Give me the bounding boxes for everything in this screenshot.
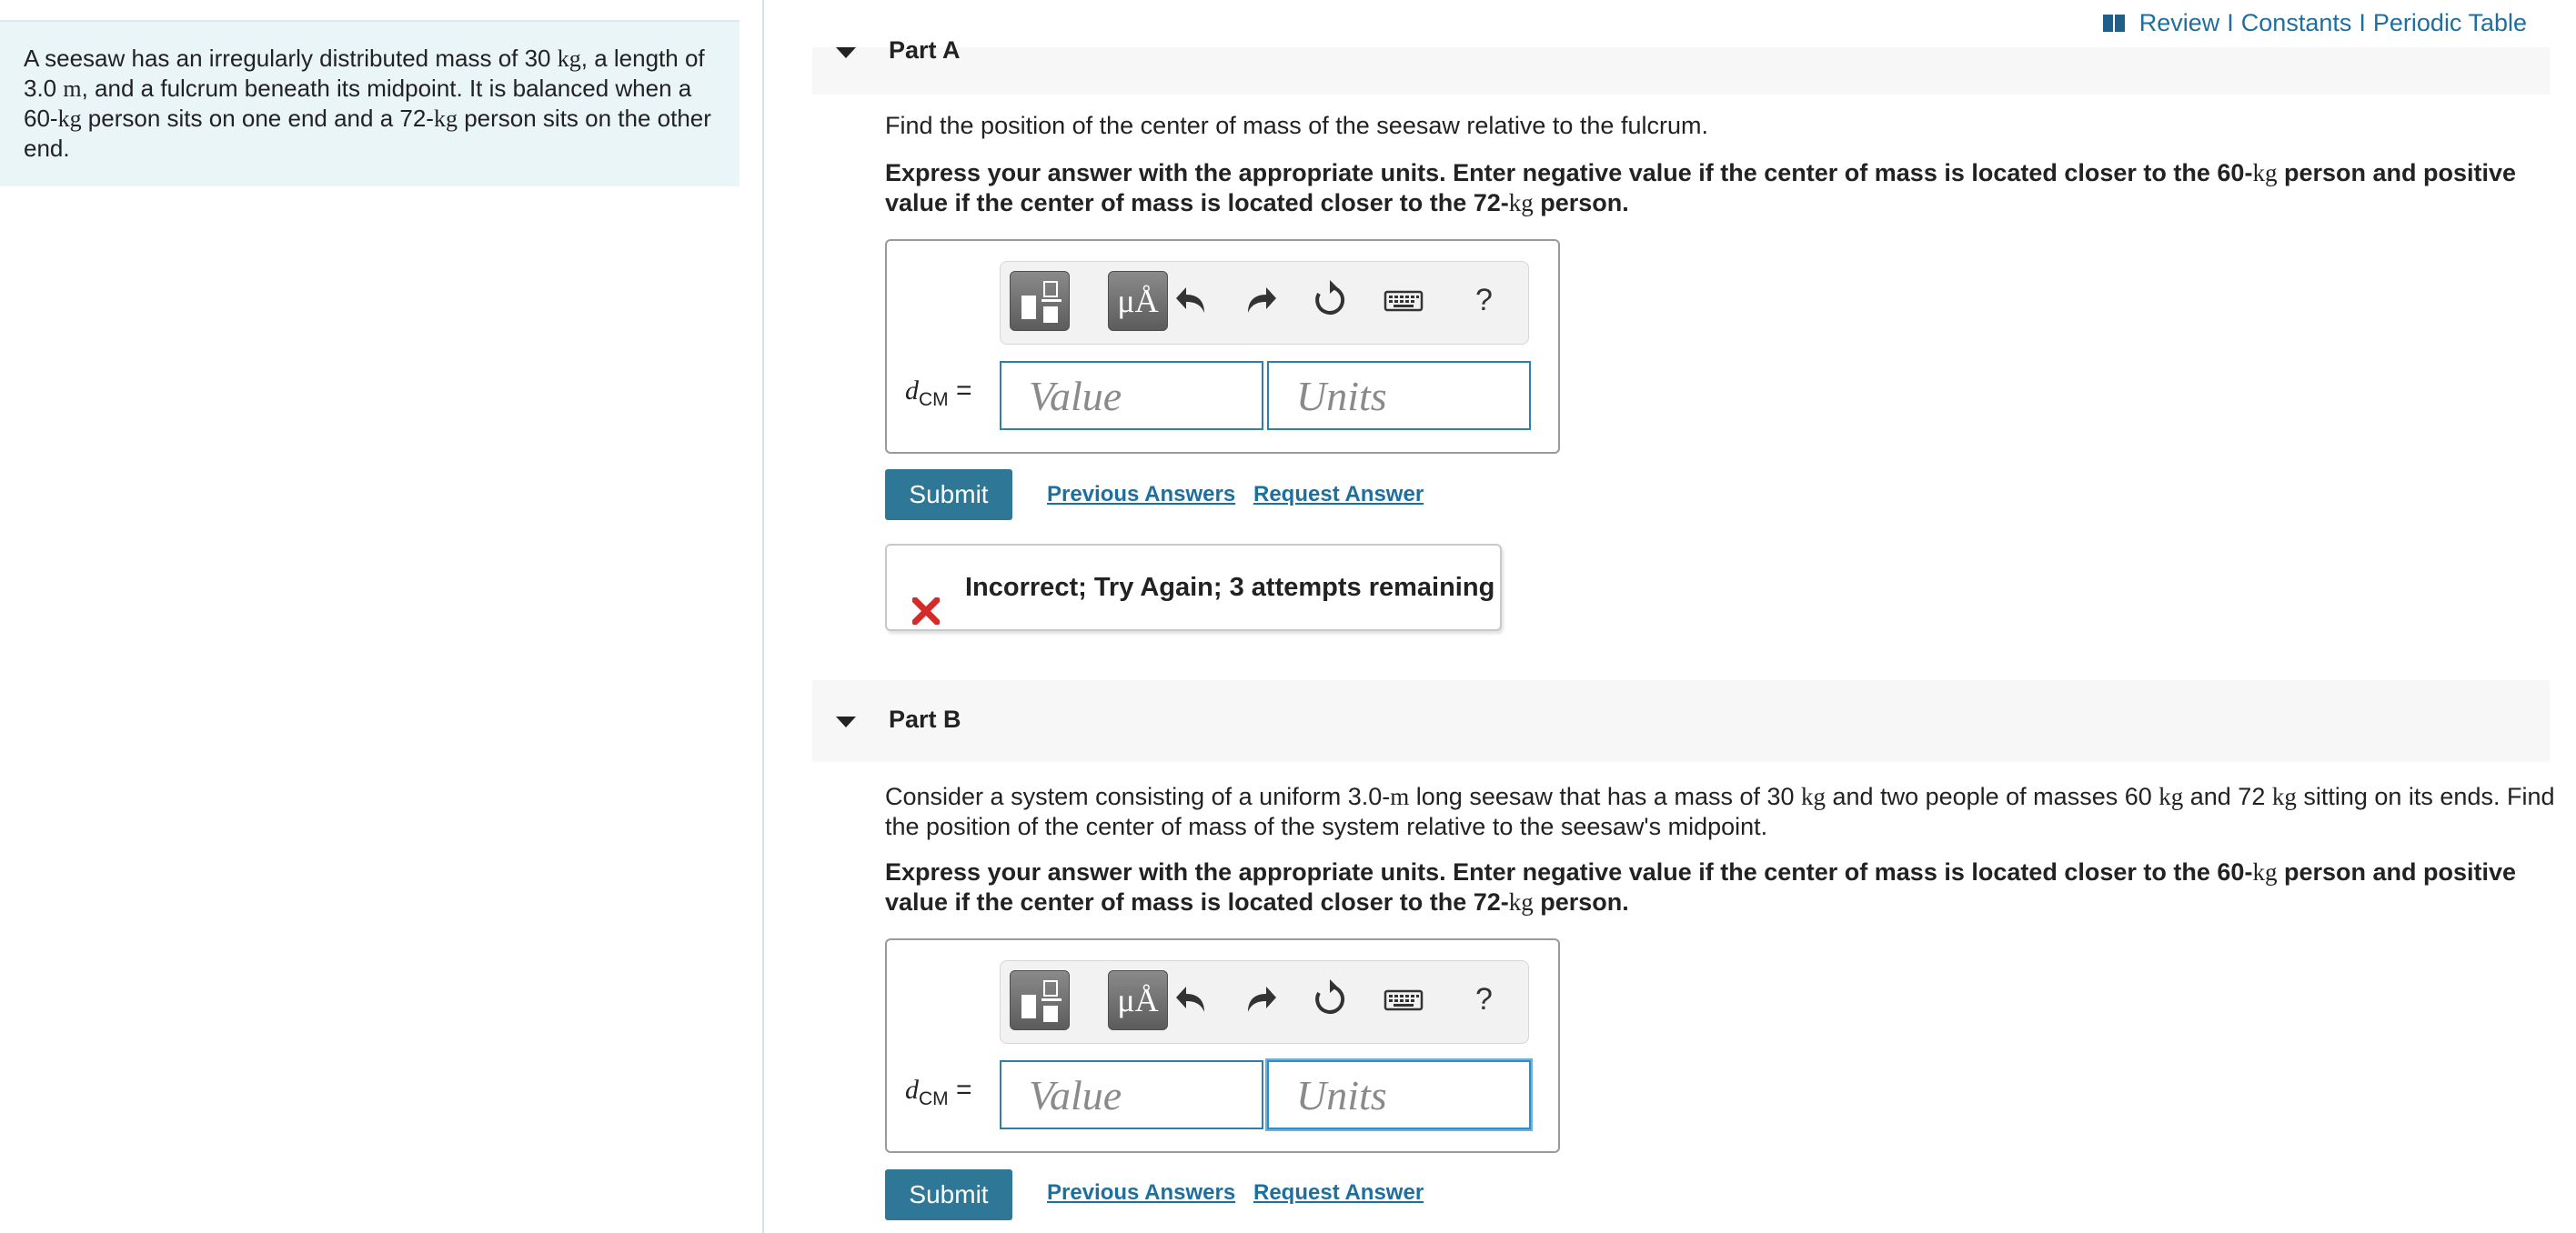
unit-symbol: m [63, 75, 82, 102]
text-segment: sitting on its ends. Find the position of the center of mass of the system relative to the seesaw's midpoint. [885, 783, 2555, 840]
templates-icon-part [1043, 306, 1058, 323]
link-separator: I [2359, 9, 2366, 36]
text-segment: and two people of masses 60 [1826, 783, 2159, 810]
text-segment: person and positive value if the center of mass is located closer to the 72- [885, 159, 2517, 216]
request-answer-link[interactable]: Request Answer [1253, 1180, 1424, 1205]
part-a-question: Find the position of the center of mass of the seesaw relative to the fulcrum. [885, 112, 1708, 139]
part-a-title: Part A [889, 36, 961, 64]
text-segment: Consider a system consisting of a uniform 3.0- [885, 783, 1391, 810]
unit-symbol: m [1390, 783, 1410, 810]
panel-divider [762, 0, 764, 1233]
unit-symbol: kg [433, 105, 458, 132]
units-input[interactable] [1267, 1060, 1531, 1129]
templates-button[interactable] [1010, 271, 1070, 331]
text-segment: person sits on one end and a 72- [81, 105, 434, 132]
problem-statement [0, 20, 740, 186]
part-b-title: Part B [889, 706, 961, 733]
unit-symbol: kg [57, 105, 82, 132]
templates-icon-part [1043, 281, 1058, 297]
math-toolbar [1000, 960, 1529, 1044]
collapse-caret-icon[interactable] [836, 47, 856, 58]
variable-label [905, 1075, 972, 1110]
review-link[interactable]: Review [2138, 9, 2220, 36]
submit-button[interactable]: Submit [885, 1169, 1012, 1220]
resource-links [2103, 9, 2527, 37]
link-separator: I [2227, 9, 2234, 36]
problem-text [24, 45, 711, 162]
math-toolbar [1000, 261, 1529, 345]
text-segment: Express your answer with the appropriate units. Enter negative value if the center of mass is located closer to the 60- [885, 159, 2253, 186]
reset-icon[interactable] [1312, 276, 1348, 324]
templates-icon-part [1043, 980, 1058, 997]
units-input[interactable] [1267, 361, 1531, 430]
symbols-button[interactable]: μÅ [1108, 970, 1168, 1030]
text-segment: , and a fulcrum beneath its midpoint. It is balanced when a 60- [24, 75, 692, 132]
templates-icon-part [1043, 1006, 1058, 1022]
unit-symbol: kg [557, 45, 581, 72]
value-input[interactable] [1000, 361, 1263, 430]
previous-answers-link[interactable]: Previous Answers [1047, 1180, 1236, 1205]
text-segment: person. [1533, 189, 1629, 216]
text-segment: long seesaw that has a mass of 30 [1409, 783, 1802, 810]
undo-icon[interactable] [1173, 276, 1210, 324]
request-answer-link[interactable]: Request Answer [1253, 482, 1424, 506]
value-input[interactable] [1000, 1060, 1263, 1129]
text-segment: , a length of 3.0 [24, 45, 705, 102]
book-icon [2103, 15, 2125, 32]
submit-button[interactable]: Submit [885, 469, 1012, 520]
templates-icon [1021, 995, 1036, 1018]
variable-symbol: d [905, 1075, 919, 1105]
reset-icon[interactable] [1312, 976, 1348, 1023]
part-a-instruction [885, 158, 2559, 218]
redo-icon[interactable] [1243, 976, 1279, 1023]
text-segment: person and positive value if the center of mass is located closer to the 72- [885, 858, 2517, 916]
unit-symbol: kg [2252, 858, 2278, 886]
templates-icon-part [1041, 998, 1062, 1001]
variable-subscript: CM [919, 389, 949, 410]
variable-subscript: CM [919, 1088, 949, 1109]
help-icon[interactable]: ? [1475, 982, 1493, 1017]
unit-symbol: kg [1801, 783, 1826, 810]
templates-icon [1021, 296, 1036, 319]
templates-icon-part [1041, 299, 1062, 302]
part-b-question [885, 782, 2559, 842]
symbols-button[interactable]: μÅ [1108, 271, 1168, 331]
unit-symbol: kg [1508, 189, 1534, 216]
part-b-answer-box [885, 938, 1560, 1153]
templates-button[interactable] [1010, 970, 1070, 1030]
unit-symbol: kg [2271, 783, 2297, 810]
part-b-header[interactable] [812, 680, 2550, 762]
unit-symbol: kg [2158, 783, 2184, 810]
undo-icon[interactable] [1173, 976, 1210, 1023]
text-segment: person. [1533, 888, 1629, 916]
feedback-message [885, 544, 1502, 631]
equals-sign: = [956, 376, 972, 406]
keyboard-icon[interactable] [1383, 276, 1424, 324]
help-icon[interactable]: ? [1475, 283, 1493, 317]
redo-icon[interactable] [1243, 276, 1279, 324]
equals-sign: = [956, 1075, 972, 1105]
collapse-caret-icon[interactable] [836, 717, 856, 727]
constants-link[interactable]: Constants [2240, 9, 2352, 36]
keyboard-icon[interactable] [1383, 976, 1424, 1023]
part-a-header[interactable] [812, 36, 2550, 95]
text-segment: A seesaw has an irregularly distributed mass of 30 [24, 45, 558, 72]
part-b-instruction [885, 857, 2559, 917]
previous-answers-link[interactable]: Previous Answers [1047, 482, 1236, 506]
variable-label [905, 376, 972, 411]
unit-symbol: kg [2252, 159, 2278, 186]
feedback-text: Incorrect; Try Again; 3 attempts remaining [965, 573, 1495, 602]
variable-symbol: d [905, 376, 919, 406]
error-x-icon [912, 575, 940, 602]
text-segment: person sits on the other end. [24, 105, 711, 162]
text-segment: and 72 [2183, 783, 2272, 810]
periodic-table-link[interactable]: Periodic Table [2372, 9, 2527, 36]
unit-symbol: kg [1508, 888, 1534, 916]
text-segment: Express your answer with the appropriate units. Enter negative value if the center of mass is located closer to the 60- [885, 858, 2253, 886]
part-a-answer-box [885, 239, 1560, 454]
